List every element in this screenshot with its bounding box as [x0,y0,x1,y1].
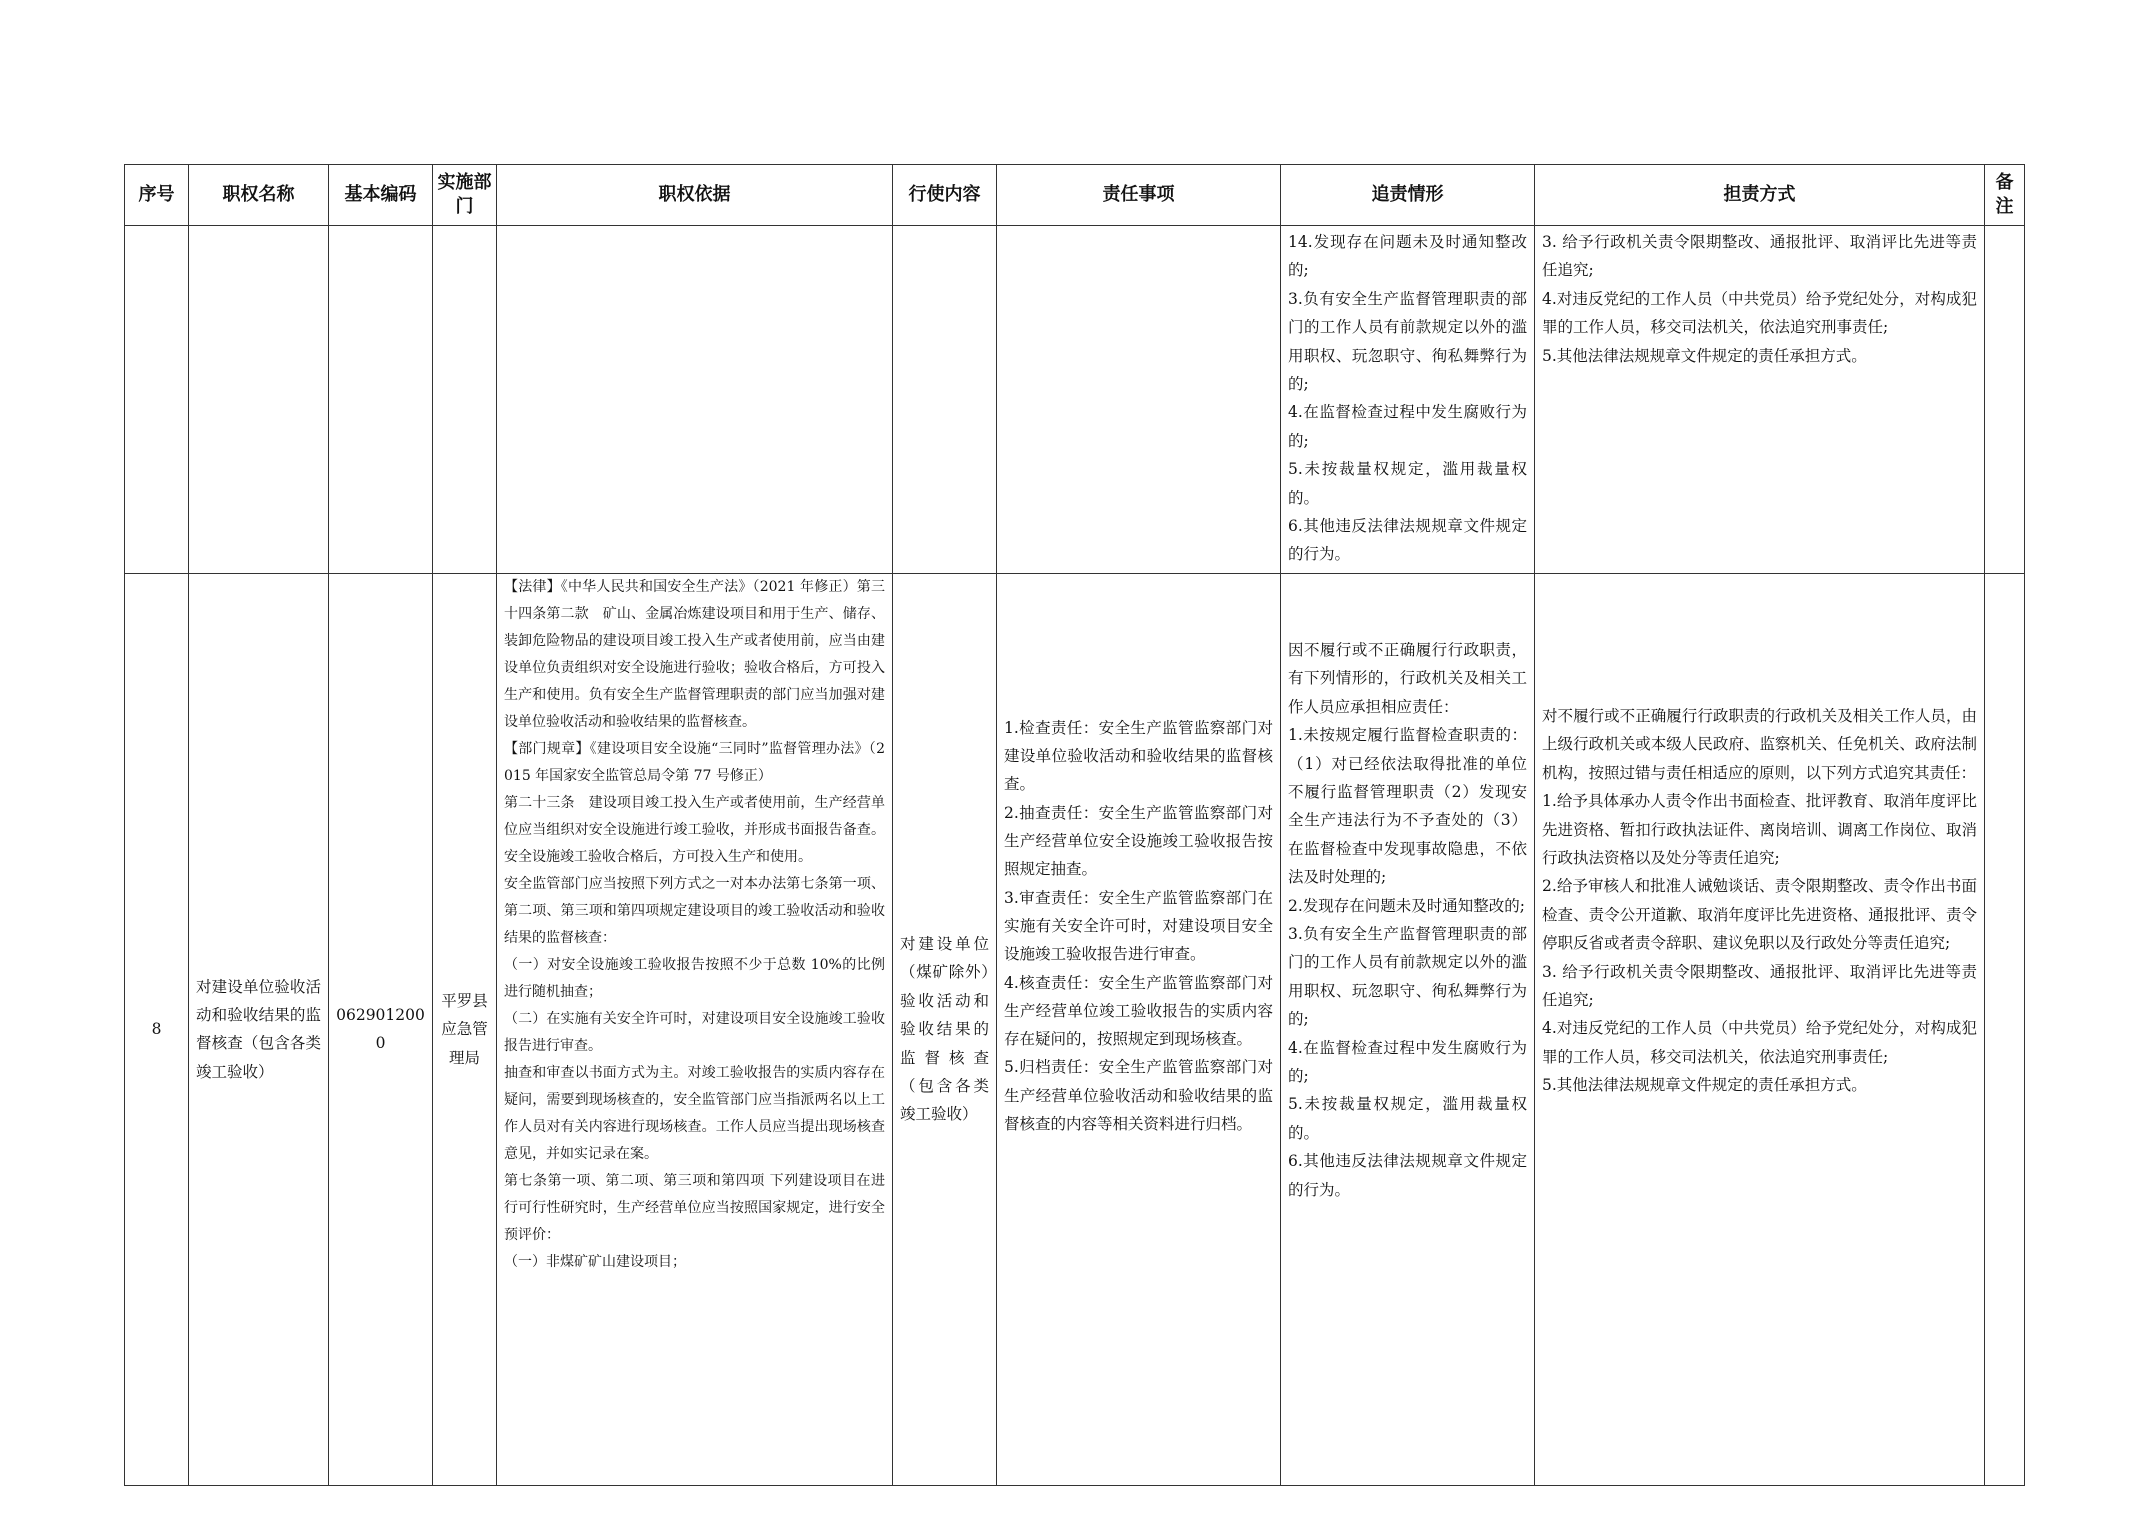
liability-line: 5.其他法律法规规章文件规定的责任承担方式。 [1542,1076,1867,1095]
basis-line: 抽查和审查以书面方式为主。对竣工验收报告的实质内容存在疑问，需要到现场核查的，安全监管部门应当指派两名以上工作人员对有关内容进行现场核查。工作人员应当提出现场核查意见，并如实记录在案。 [504,1064,885,1162]
liability-line: 5.其他法律法规规章文件规定的责任承担方式。 [1542,346,1867,365]
cell-remark [1985,573,2025,1485]
liability-line: 4.对违反党纪的工作人员（中共党员）给予党纪处分，对构成犯罪的工作人员，移交司法机关，依法追究刑事责任; [1542,1019,1977,1066]
pursue-line: 5.未按裁量权规定，滥用裁量权的。 [1288,460,1527,507]
cell-seq: 8 [125,573,189,1485]
basis-line: （一）非煤矿矿山建设项目； [504,1253,686,1270]
cell-remark [1985,226,2025,574]
liability-line: 4.对违反党纪的工作人员（中共党员）给予党纪处分，对构成犯罪的工作人员，移交司法机关，依法追究刑事责任; [1542,289,1977,337]
cell-content: 对建设单位（煤矿除外）验收活动和验收结果的监督核查（包含各类竣工验收） [893,573,997,1485]
duty-line: 2.抽查责任：安全生产监管监察部门对生产经营单位安全设施竣工验收报告按照规定抽查。 [1004,803,1273,879]
cell-name [189,226,329,574]
header-basis: 职权依据 [497,165,893,226]
header-seq: 序号 [125,165,189,226]
header-content: 行使内容 [893,165,997,226]
pursue-line: 因不履行或不正确履行行政职责，有下列情形的，行政机关及相关工作人员应承担相应责任： [1288,640,1527,716]
duty-line: 5.归档责任：安全生产监管监察部门对生产经营单位验收活动和验收结果的监督核查的内容等相关资料进行归档。 [1004,1058,1273,1134]
pursue-line: 14.发现存在问题未及时通知整改的; [1288,233,1527,280]
header-code: 基本编码 [329,165,433,226]
liability-line: 3. 给予行政机关责令限期整改、通报批评、取消评比先进等责任追究; [1542,233,1977,280]
header-pursue: 追责情形 [1281,165,1535,226]
cell-liability [1535,226,1985,574]
cell-dept: 平罗县应急管理局 [433,573,497,1485]
pursue-line: 1.未按规定履行监督检查职责的：（1）对已经依法取得批准的单位不履行监督管理职责（2）发现安全生产违法行为不予查处的（3）在监督检查中发现事故隐患，不依法及时处理的; [1288,726,1527,887]
cell-code: 0629012000 [329,573,433,1485]
header-dept: 实施部门 [433,165,497,226]
pursue-line: 6.其他违反法律法规规章文件规定的行为。 [1288,1152,1527,1199]
cell-basis [497,226,893,574]
basis-line: 第二十三条 建设项目竣工投入生产或者使用前，生产经营单位应当组织对安全设施进行竣工验收，并形成书面报告备查。安全设施竣工验收合格后，方可投入生产和使用。 [504,794,885,865]
pursue-line: 5.未按裁量权规定，滥用裁量权的。 [1288,1095,1527,1142]
basis-line: 安全监管部门应当按照下列方式之一对本办法第七条第一项、第二项、第三项和第四项规定建设项目的竣工验收活动和验收结果的监督核查： [504,875,885,946]
cell-content [893,226,997,574]
basis-line: 第七条第一项、第二项、第三项和第四项 下列建设项目在进行可行性研究时，生产经营单位应当按照国家规定，进行安全预评价： [504,1172,885,1243]
pursue-line: 2.发现存在问题未及时通知整改的; [1288,896,1526,915]
cell-seq [125,226,189,574]
responsibility-table [124,164,2025,1486]
duty-line: 1.检查责任：安全生产监管监察部门对建设单位验收活动和验收结果的监督核查。 [1004,718,1273,794]
header-remark: 备注 [1985,165,2025,226]
basis-line: （二）在实施有关安全许可时，对建设项目安全设施竣工验收报告进行审查。 [504,1010,885,1054]
cell-duties [997,573,1281,1485]
cell-basis [497,573,893,1485]
basis-line: （一）对安全设施竣工验收报告按照不少于总数 10%的比例进行随机抽查； [504,956,885,1000]
pursue-line: 4.在监督检查过程中发生腐败行为的; [1288,403,1527,450]
basis-line: 【部门规章】《建设项目安全设施“三同时”监督管理办法》（2015 年国家安全监管总局令第 77 号修正） [504,740,885,784]
cell-pursue [1281,573,1535,1485]
liability-line: 对不履行或不正确履行行政职责的行政机关及相关工作人员，由上级行政机关或本级人民政府、监察机关、任免机关、政府法制机构，按照过错与责任相适应的原则，以下列方式追究其责任： [1542,706,1977,782]
cell-liability [1535,573,1985,1485]
cell-duties [997,226,1281,574]
header-liability: 担责方式 [1535,165,1985,226]
table-row [125,573,2025,1485]
header-row [125,165,2025,226]
liability-line: 3. 给予行政机关责令限期整改、通报批评、取消评比先进等责任追究; [1542,962,1977,1009]
pursue-line: 6.其他违反法律法规规章文件规定的行为。 [1288,517,1527,564]
pursue-line: 3.负有安全生产监督管理职责的部门的工作人员有前款规定以外的滥用职权、玩忽职守、徇私舞弊行为的; [1288,924,1527,1029]
cell-name: 对建设单位验收活动和验收结果的监督核查（包含各类竣工验收） [189,573,329,1485]
table-row [125,226,2025,574]
liability-line: 1.给予具体承办人责令作出书面检查、批评教育、取消年度评比先进资格、暂扣行政执法证件、离岗培训、调离工作岗位、取消行政执法资格以及处分等责任追究; [1542,792,1977,867]
basis-line: 【法律】《中华人民共和国安全生产法》（2021 年修正）第三十四条第二款 矿山、金属冶炼建设项目和用于生产、储存、装卸危险物品的建设项目竣工投入生产或者使用前，应当由建设单位负责组织对安全设施进行验收；验收合格后，方可投入生产和使用。负有安全生产监督管理职责的部门应当加强对建设单位验收活动和验收结果的监督核查。 [504,578,885,730]
cell-pursue [1281,226,1535,574]
duty-line: 4.核查责任：安全生产监管监察部门对生产经营单位竣工验收报告的实质内容存在疑问的，按照规定到现场核查。 [1004,973,1273,1049]
header-duties: 责任事项 [997,165,1281,226]
pursue-line: 3.负有安全生产监督管理职责的部门的工作人员有前款规定以外的滥用职权、玩忽职守、徇私舞弊行为的; [1288,289,1527,394]
cell-code [329,226,433,574]
pursue-line: 4.在监督检查过程中发生腐败行为的; [1288,1038,1527,1085]
liability-line: 2.给予审核人和批准人诫勉谈话、责令限期整改、责令作出书面检查、责令公开道歉、取消年度评比先进资格、通报批评、责令停职反省或者责令辞职、建议免职以及行政处分等责任追究; [1542,877,1977,953]
duty-line: 3.审查责任：安全生产监管监察部门在实施有关安全许可时，对建设项目安全设施竣工验收报告进行审查。 [1004,888,1273,964]
header-name: 职权名称 [189,165,329,226]
cell-dept [433,226,497,574]
